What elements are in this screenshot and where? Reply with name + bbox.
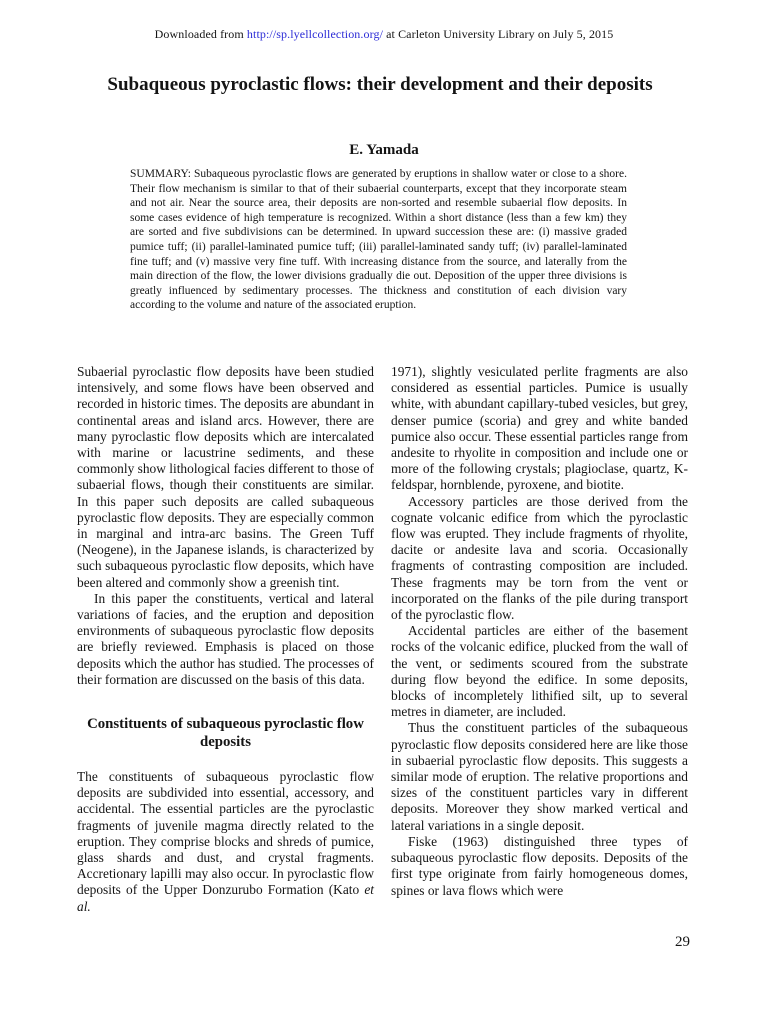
left-column	[77, 364, 374, 915]
summary-abstract: SUMMARY: Subaqueous pyroclastic flows are generated by eruptions in shallow water or close to a shore. Their flow mechanism is similar to that of their subaerial counterparts, except that they incorporate steam and not air. Near the source area, their deposits are non-sorted and resemble subaerial flow deposits. In some cases evidence of high temperature is recognized. Within a short distance (less than a few km) they are sorted and five subdivisions can be determined. In upward succession these are: (i) massive graded pumice tuff; (ii) parallel-laminated pumice tuff; (iii) parallel-laminated sandy tuff; (iv) parallel-laminated fine tuff; and (v) massive very fine tuff. With increasing distance from the source, and laterally from the main direction of the flow, the lower divisions gradually die out. Deposition of the upper three divisions is greatly influenced by sedimentary processes. The thickness and constitution of each division vary according to the volume and nature of the associated eruption.	[130, 168, 627, 312]
essential-particles-paragraph: 1971), slightly vesiculated perlite fragments are also considered as essential particles. Pumice is usually white, with abundant capillary-tubed vesicles, but grey, denser pumice (scoria) and grey and white banded pumice also occur. These essential particles range from andesite to rhyolite in composition and include one or more of the following crystals; plagioclase, quartz, K-feldspar, hornblende, pyroxene, and biotite.	[391, 364, 688, 493]
constituents-paragraph	[77, 769, 374, 915]
download-notice	[0, 27, 768, 42]
source-url-link[interactable]: http://sp.lyellcollection.org/	[246, 27, 384, 41]
constituents-text: The constituents of subaqueous pyroclastic flow deposits are subdivided into essential, accessory, and accidental. The essential particles are the pyroclastic fragments of juvenile magma directly related to the eruption. They comprise blocks and shreds of pumice, glass shards and dust, and crystal fragments. Accretionary lapilli may also occur. In pyroclastic flow deposits of the Upper Donzurubo Formation (Kato	[77, 769, 374, 898]
intro-paragraph-2: In this paper the constituents, vertical and lateral variations of facies, and the eruption and deposition environments of subaqueous pyroclastic flow deposits are briefly reviewed. Emphasis is placed on those deposits which the author has studied. The processes of their formation are discussed on the basis of this data.	[77, 590, 374, 687]
fiske-paragraph: Fiske (1963) distinguished three types of subaqueous pyroclastic flow deposits. Deposits of the first type originate from fairly homogeneous domes, spines or lava flows which were	[391, 833, 688, 898]
download-prefix: Downloaded from	[154, 27, 247, 41]
accidental-particles-paragraph: Accidental particles are either of the basement rocks of the volcanic edifice, plucked from the wall of the vent, or sediments scoured from the substrate during flow beyond the edifice. In some deposits, blocks of incompletely lithified silt, up to several metres in diameter, are included.	[391, 623, 688, 720]
paper-title: Subaqueous pyroclastic flows: their development and their deposits	[107, 74, 653, 95]
intro-paragraph-1: Subaerial pyroclastic flow deposits have been studied intensively, and some flows have been observed and recorded in historic times. The deposits are abundant in continental areas and island arcs. However, there are many pyroclastic flow deposits which are intercalated with marine or lacustrine sediments, and these commonly show lithological facies different to those of subaerial flows, though their constituents are similar. In this paper such deposits are called subaqueous pyroclastic flow deposits. They are especially common in marginal and intra-arc basins. The Green Tuff (Neogene), in the Japanese islands, is characterized by such subaqueous pyroclastic flow deposits, which have been altered and commonly show a greenish tint.	[77, 364, 374, 590]
section-heading-constituents: Constituents of subaqueous pyroclastic flow deposits	[87, 716, 364, 751]
accessory-particles-paragraph: Accessory particles are those derived from the cognate volcanic edifice from which the pyroclastic flow was erupted. They include fragments of rhyolite, dacite or andesite lava and scoria. Occasionally fragments of contrasting composition are included. These fragments may be torn from the vent or incorporated on the flanks of the pile during transport of the pyroclastic flow.	[391, 493, 688, 623]
download-suffix: at Carleton University Library on July 5, 2015	[383, 27, 614, 41]
right-column	[391, 364, 688, 899]
page-number: 29	[675, 934, 690, 950]
author-name: E. Yamada	[349, 142, 419, 158]
citation-et-al: et al.	[77, 882, 374, 914]
comparison-paragraph: Thus the constituent particles of the subaqueous pyroclastic flow deposits considered here are like those in subaerial pyroclastic flow deposits. This suggests a similar mode of eruption. The relative proportions and sizes of the constituent particles vary in different deposits. Moreover they show marked vertical and lateral variations in a single deposit.	[391, 720, 688, 833]
